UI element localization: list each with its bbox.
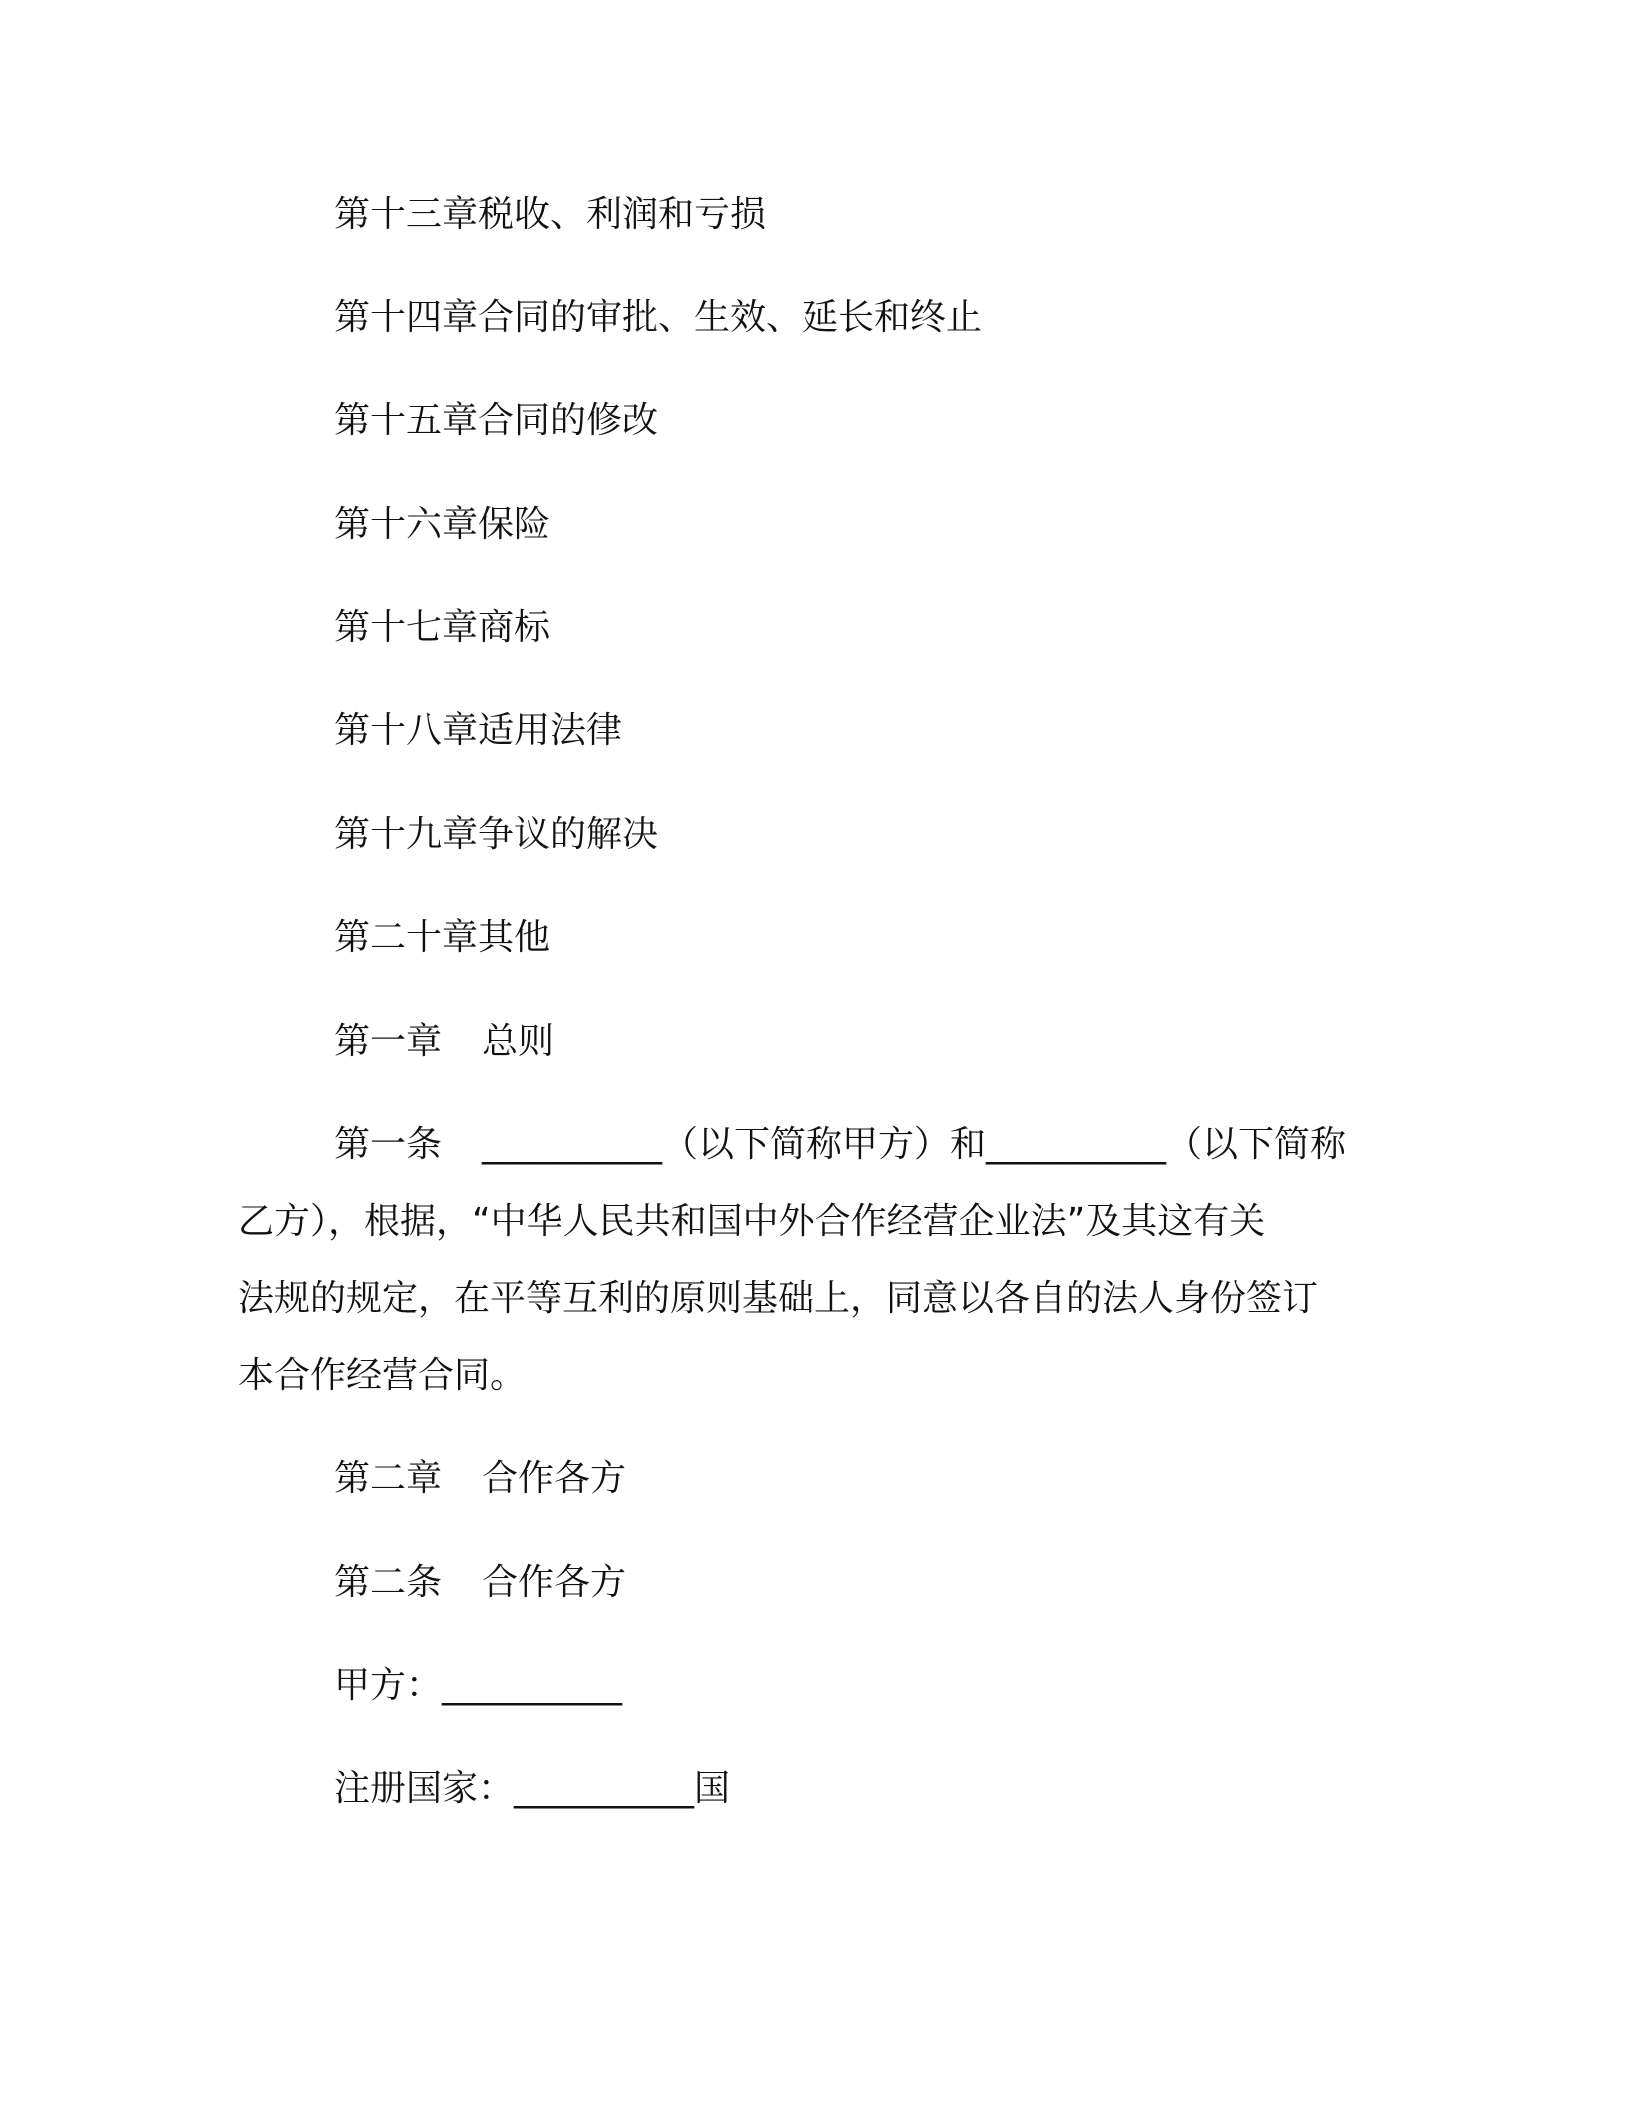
chapter-1-title: 总则: [482, 1021, 555, 1062]
chapter-1-heading: [334, 1020, 554, 1064]
article-1-line-1: [334, 1123, 1346, 1167]
toc-item-13: 第十三章税收、利润和亏损: [334, 194, 767, 235]
chapter-2-heading: [334, 1457, 626, 1501]
toc-item-14: 第十四章合同的审批、生效、延长和终止: [334, 297, 983, 338]
party-b-name-blank: __________: [986, 1124, 1167, 1165]
toc-item-16: 第十六章保险: [334, 504, 551, 545]
registration-country-suffix: 国: [694, 1768, 731, 1809]
toc-item-19: 第十九章争议的解决: [334, 814, 659, 855]
toc-item-15: 第十五章合同的修改: [334, 400, 659, 441]
article-1-text-a: （以下简称甲方）和: [662, 1124, 987, 1165]
registration-country-blank: __________: [514, 1768, 695, 1809]
chapter-1-label: 第一章: [334, 1021, 443, 1062]
article-1-text-b: （以下简称: [1166, 1124, 1347, 1165]
article-1-line-4: 本合作经营合同。: [238, 1355, 527, 1396]
party-a-field: [334, 1664, 622, 1708]
toc-item-18: 第十八章适用法律: [334, 710, 623, 751]
article-1-label: 第一条: [334, 1124, 443, 1165]
party-a-blank: __________: [442, 1665, 623, 1706]
article-1-line-2: 乙方），根据，“中华人民共和国中外合作经营企业法”及其这有关: [238, 1201, 1266, 1242]
article-2-title: 合作各方: [482, 1562, 627, 1603]
registration-country-label: 注册国家：: [334, 1768, 515, 1809]
registration-country-field: [334, 1767, 730, 1811]
toc-item-17: 第十七章商标: [334, 607, 551, 648]
party-a-label: 甲方：: [334, 1665, 443, 1706]
article-2-heading: [334, 1561, 626, 1605]
article-2-label: 第二条: [334, 1562, 443, 1603]
chapter-2-title: 合作各方: [482, 1458, 627, 1499]
article-1-line-3: 法规的规定，在平等互利的原则基础上，同意以各自的法人身份签订: [238, 1278, 1319, 1319]
chapter-2-label: 第二章: [334, 1458, 443, 1499]
toc-item-20: 第二十章其他: [334, 917, 551, 958]
party-a-name-blank: __________: [482, 1124, 663, 1165]
